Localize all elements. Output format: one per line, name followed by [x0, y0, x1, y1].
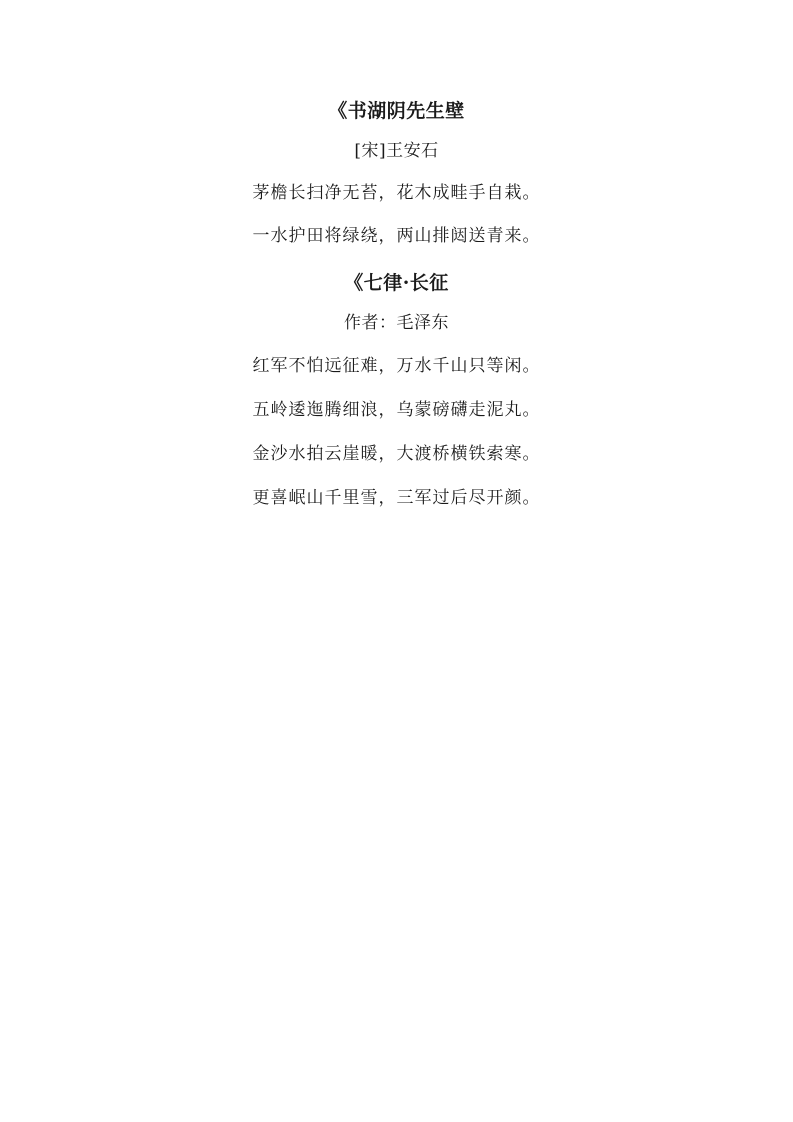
poem-block-1 — [96, 92, 697, 258]
poem-line: 一水护田将绿绕，两山排闼送青来。 — [252, 226, 541, 246]
poem-title: 《七律·长征 — [344, 272, 449, 294]
poem-author: 作者：毛泽东 — [344, 313, 449, 333]
poem-line: 茅檐长扫净无苔，花木成畦手自栽。 — [252, 183, 541, 203]
poem-line: 金沙水拍云崖暖，大渡桥横铁索寒。 — [252, 444, 541, 464]
poem-line: 红军不怕远征难，万水千山只等闲。 — [252, 356, 541, 376]
poem-author: [宋]王安石 — [354, 141, 439, 161]
poem-title: 《书湖阴先生壁 — [328, 100, 465, 122]
poem-line: 更喜岷山千里雪，三军过后尽开颜。 — [252, 488, 541, 508]
poem-block-2 — [96, 264, 697, 520]
document-body — [96, 92, 697, 520]
poem-line: 五岭逶迤腾细浪，乌蒙磅礴走泥丸。 — [252, 400, 541, 420]
